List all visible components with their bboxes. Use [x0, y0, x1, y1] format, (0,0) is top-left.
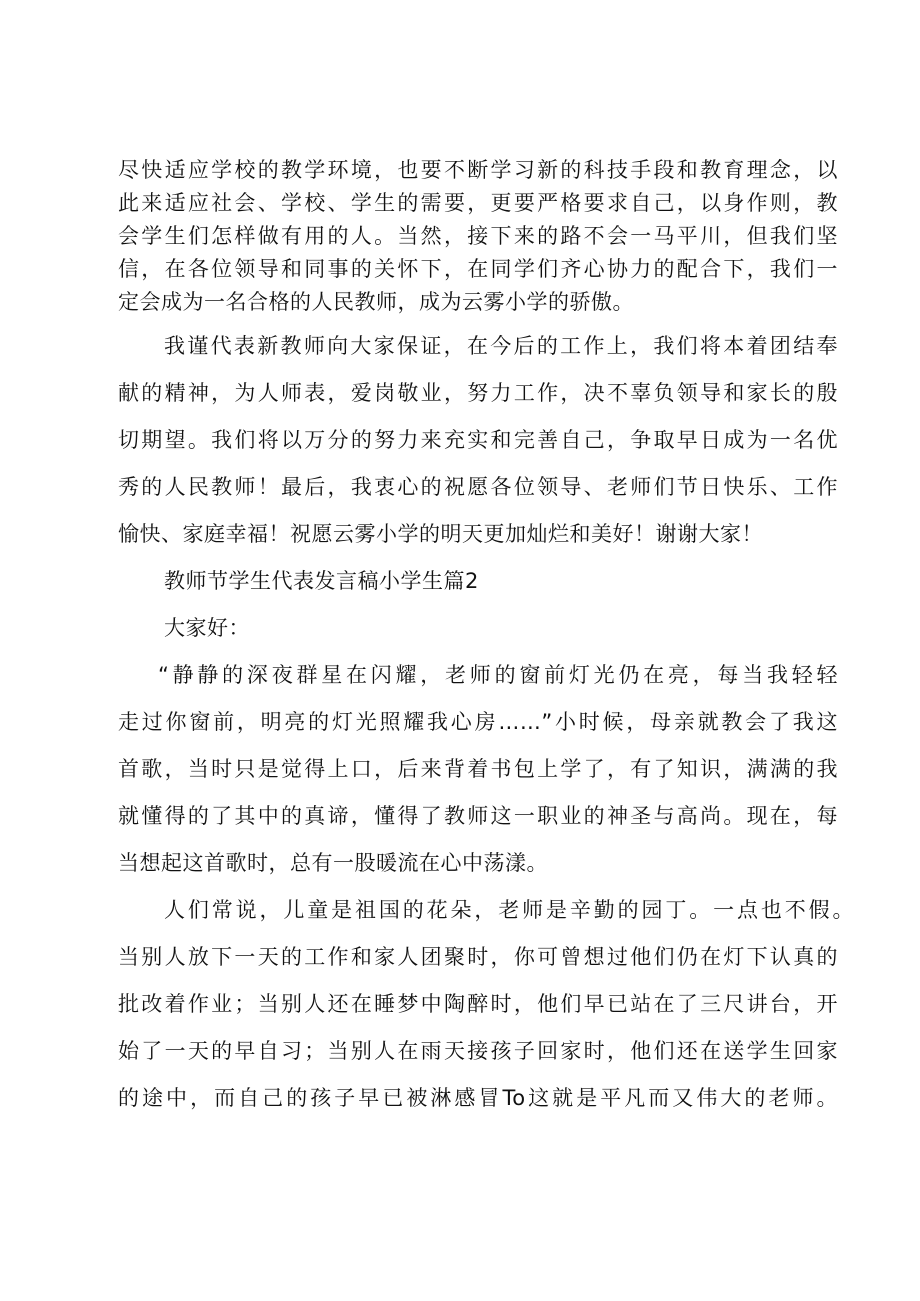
paragraph-4-line-2: 当别人放下一天的工作和家人团聚时，你可曾想过他们仍在灯下认真的 [118, 945, 838, 969]
paragraph-1-line-2: 此来适应社会、学校、学生的需要，更要严格要求自己，以身作则，教 [118, 191, 838, 215]
paragraph-3-line-4: 就懂得的了其中的真谛，懂得了教师这一职业的神圣与高尚。现在，每 [118, 804, 838, 828]
section-heading: 教师节学生代表发言稿小学生篇2 [164, 569, 479, 593]
paragraph-1-line-1: 尽快适应学校的教学环境，也要不断学习新的科技手段和教育理念，以 [118, 158, 838, 182]
paragraph-4-line-4: 始了一天的早自习；当别人在雨天接孩子回家时，他们还在送学生回家 [118, 1039, 838, 1063]
paragraph-2-line-3: 切期望。我们将以万分的努力来充实和完善自己，争取早日成为一名优 [118, 428, 838, 452]
paragraph-3-line-2: 走过你窗前，明亮的灯光照耀我心房……”小时候，母亲就教会了我这 [118, 710, 838, 734]
paragraph-1-line-5: 定会成为一名合格的人民教师，成为云雾小学的骄傲。 [118, 290, 634, 314]
paragraph-4-line-5: 的途中，而自己的孩子早已被淋感冒To这就是平凡而又伟大的老师。 [118, 1086, 838, 1110]
paragraph-3-line-1: “静静的深夜群星在闪耀，老师的窗前灯光仍在亮，每当我轻轻 [158, 663, 838, 687]
paragraph-3-line-5: 当想起这首歌时，总有一股暖流在心中荡漾。 [118, 851, 548, 875]
paragraph-4-line-3: 批改着作业；当别人还在睡梦中陶醉时，他们早已站在了三尺讲台，开 [118, 992, 838, 1016]
paragraph-3-line-3: 首歌，当时只是觉得上口，后来背着书包上学了，有了知识，满满的我 [118, 757, 838, 781]
paragraph-4-line-1: 人们常说，儿童是祖国的花朵，老师是辛勤的园丁。一点也不假。 [164, 898, 854, 922]
greeting: 大家好： [164, 616, 250, 640]
paragraph-2-line-4: 秀的人民教师！最后，我衷心的祝愿各位领导、老师们节日快乐、工作 [118, 475, 838, 499]
paragraph-1-line-3: 会学生们怎样做有用的人。当然，接下来的路不会一马平川，但我们坚 [118, 224, 838, 248]
paragraph-2-line-5: 愉快、家庭幸福！祝愿云雾小学的明天更加灿烂和美好！谢谢大家！ [118, 522, 763, 546]
paragraph-1-line-4: 信，在各位领导和同事的关怀下，在同学们齐心协力的配合下，我们一 [118, 257, 838, 281]
paragraph-2-line-2: 献的精神，为人师表，爱岗敬业，努力工作，决不辜负领导和家长的殷 [118, 381, 838, 405]
paragraph-2-line-1: 我谨代表新教师向大家保证，在今后的工作上，我们将本着团结奉 [164, 334, 838, 358]
